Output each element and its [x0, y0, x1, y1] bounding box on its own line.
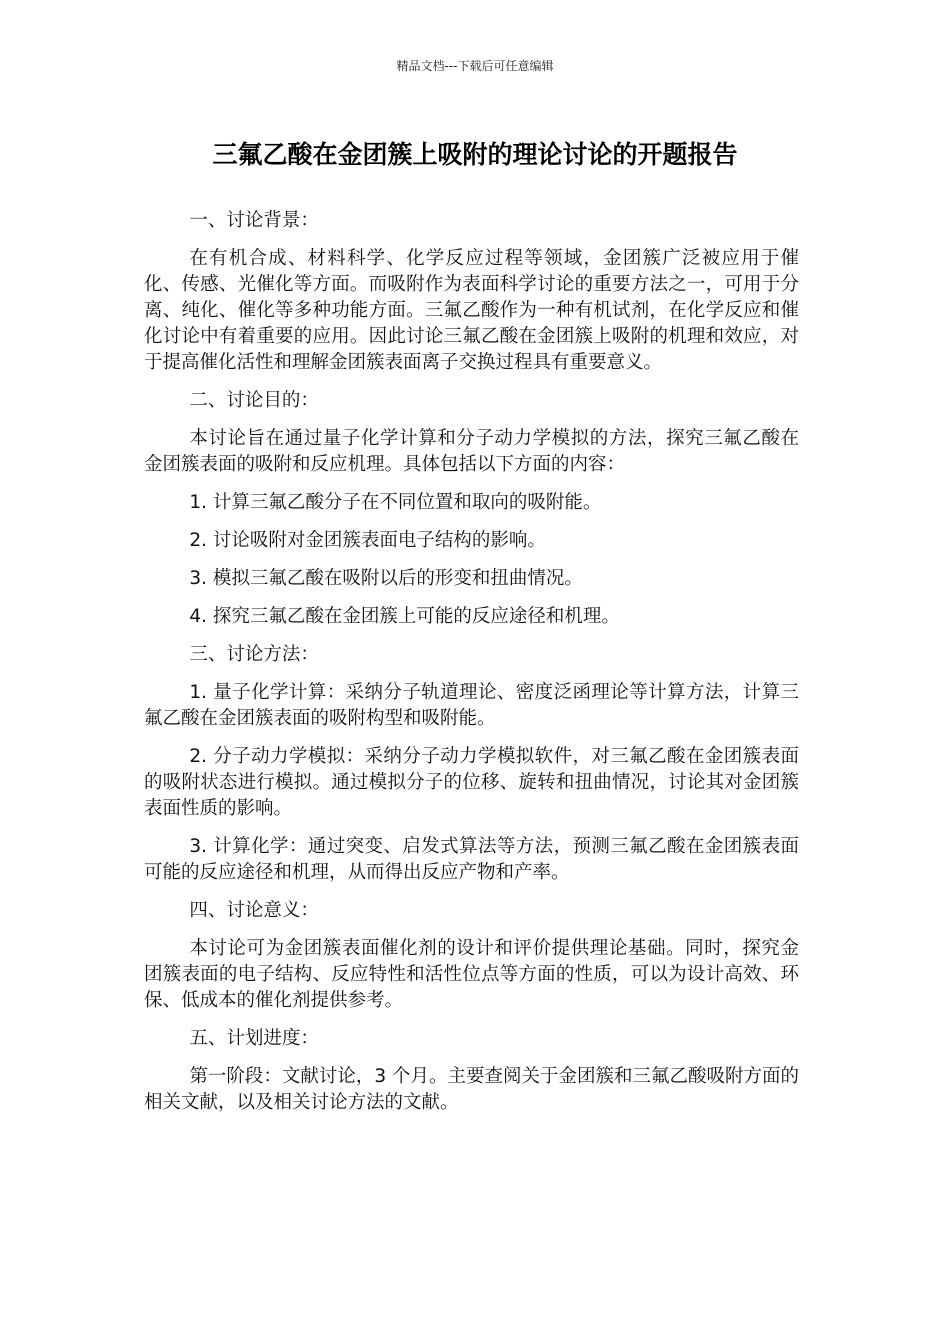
section-heading-significance: 四、讨论意义：: [189, 900, 319, 921]
section-heading-background: 一、讨论背景：: [189, 210, 319, 231]
purpose-item-1: 1. 计算三氟乙酸分子在不同位置和取向的吸附能。: [189, 492, 602, 513]
method-item-2: 2. 分子动力学模拟：采纳分子动力学模拟软件，对三氟乙酸在金团簇表面的吸附状态进行模拟。通过模拟分子的位移、旋转和扭曲情况，讨论其对金团簇表面性质的影响。: [144, 746, 799, 819]
section-heading-schedule: 五、计划进度：: [189, 1028, 319, 1049]
header-note: 精品文档---下载后可任意编辑: [396, 59, 554, 73]
method-item-1: 1. 量子化学计算：采纳分子轨道理论、密度泛函理论等计算方法，计算三氟乙酸在金团簇表面的吸附构型和吸附能。: [144, 682, 799, 729]
purpose-item-4: 4. 探究三氟乙酸在金团簇上可能的反应途径和机理。: [189, 606, 620, 627]
schedule-paragraph: 第一阶段：文献讨论，3 个月。主要查阅关于金团簇和三氟乙酸吸附方面的相关文献，以及相关讨论方法的文献。: [144, 1066, 799, 1113]
background-paragraph: 在有机合成、材料科学、化学反应过程等领域，金团簇广泛被应用于催化、传感、光催化等方面。而吸附作为表面科学讨论的重要方法之一，可用于分离、纯化、催化等多种功能方面。三氟乙酸作为一种有机试剂，在化学反应和催化讨论中有着重要的应用。因此讨论三氟乙酸在金团簇上吸附的机理和效应，对于提高催化活性和理解金团簇表面离子交换过程具有重要意义。: [144, 248, 799, 373]
purpose-paragraph: 本讨论旨在通过量子化学计算和分子动力学模拟的方法，探究三氟乙酸在金团簇表面的吸附和反应机理。具体包括以下方面的内容：: [144, 428, 799, 475]
significance-paragraph: 本讨论可为金团簇表面催化剂的设计和评价提供理论基础。同时，探究金团簇表面的电子结构、反应特性和活性位点等方面的性质，可以为设计高效、环保、低成本的催化剂提供参考。: [144, 938, 799, 1011]
method-item-3: 3. 计算化学：通过突变、启发式算法等方法，预测三氟乙酸在金团簇表面可能的反应途径和机理，从而得出反应产物和产率。: [144, 836, 799, 883]
section-heading-methods: 三、讨论方法：: [189, 644, 319, 665]
purpose-item-3: 3. 模拟三氟乙酸在吸附以后的形变和扭曲情况。: [189, 568, 583, 589]
section-heading-purpose: 二、讨论目的：: [189, 390, 319, 411]
document-title: 三氟乙酸在金团簇上吸附的理论讨论的开题报告: [212, 140, 738, 169]
purpose-item-2: 2. 讨论吸附对金团簇表面电子结构的影响。: [189, 530, 546, 551]
document-body: [144, 208, 799, 1128]
